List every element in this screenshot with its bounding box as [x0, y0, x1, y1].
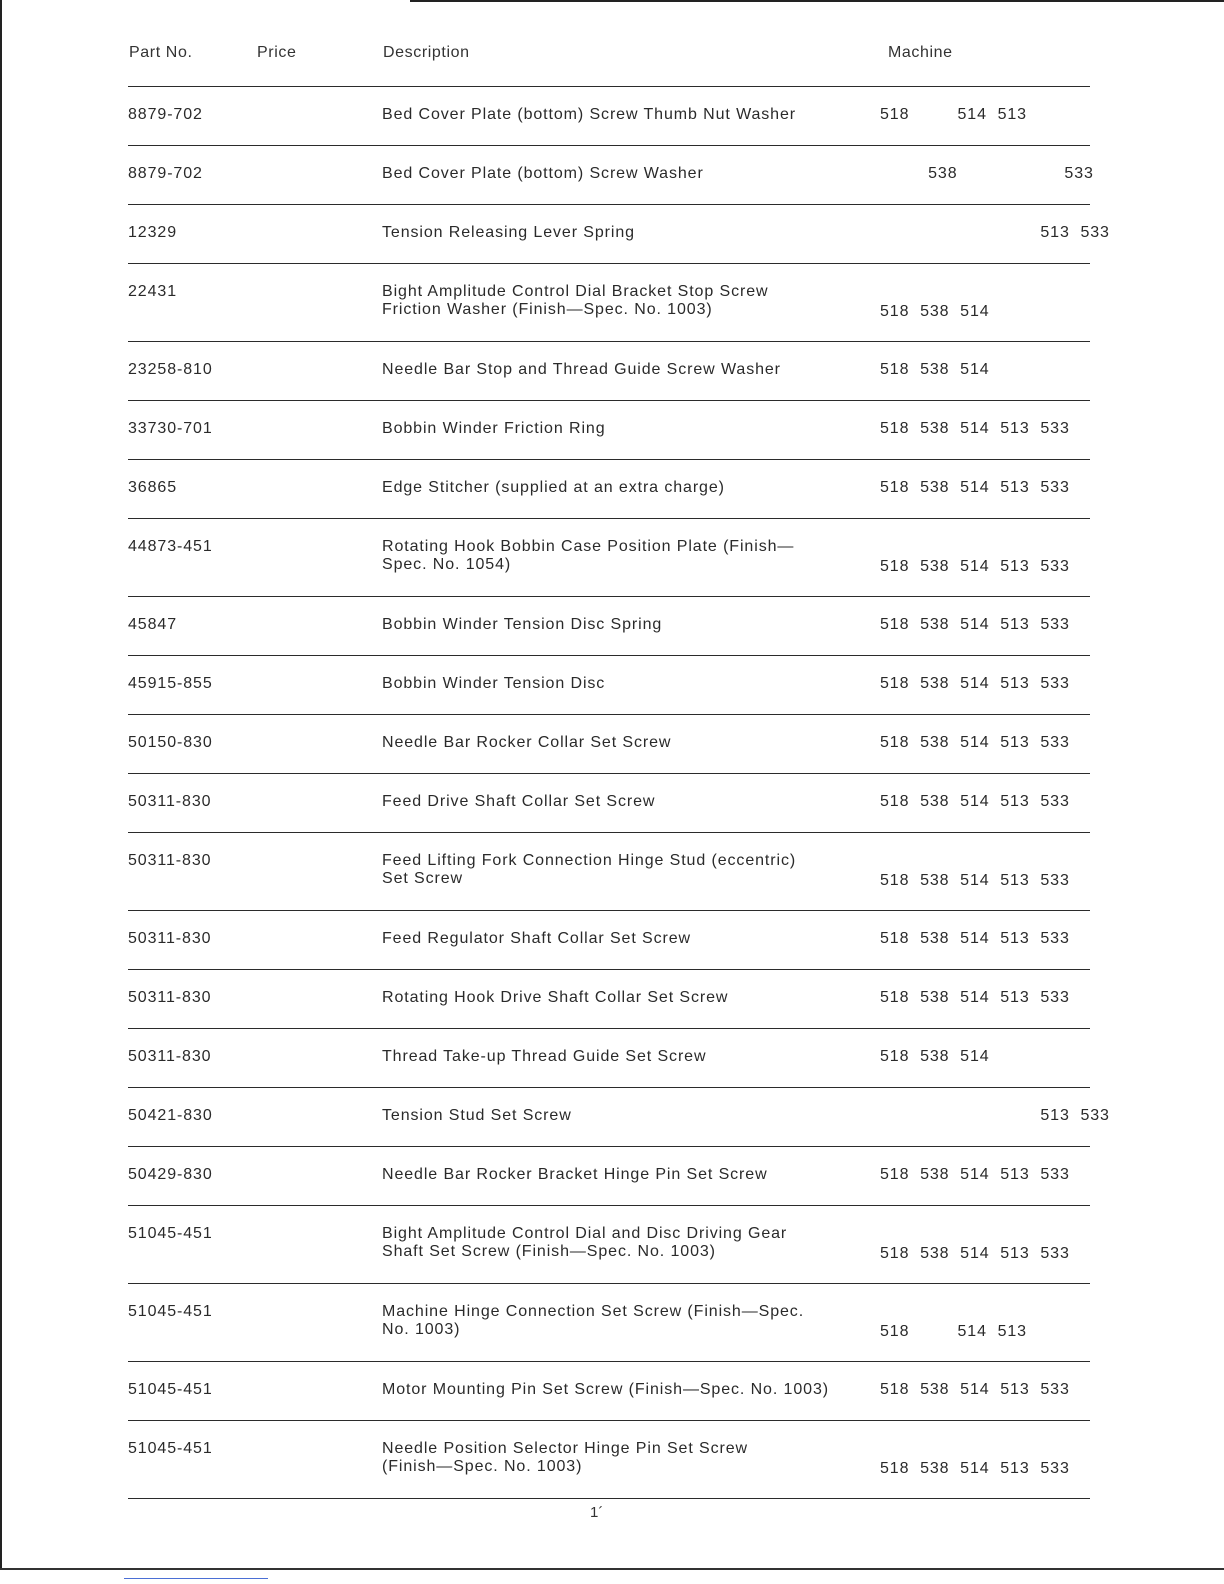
part-number: 51045-451 — [128, 1225, 213, 1242]
part-number: 12329 — [128, 224, 177, 241]
machine-models: 518 538 514 — [880, 361, 990, 378]
machine-models: 518 538 514 — [880, 303, 990, 320]
part-description: Bed Cover Plate (bottom) Screw Washer — [382, 165, 704, 182]
table-row — [128, 1146, 1090, 1205]
table-row — [128, 910, 1090, 969]
table-row — [128, 341, 1090, 400]
table-row — [128, 1087, 1110, 1146]
table-row — [128, 1420, 1090, 1498]
table-row — [128, 1028, 1090, 1087]
machine-models: 513 533 — [880, 1107, 1110, 1124]
part-number: 50311-830 — [128, 1048, 212, 1065]
table-row — [128, 832, 1090, 910]
table-bottom-rule — [128, 1498, 1090, 1499]
machine-models: 513 533 — [880, 224, 1110, 241]
part-number: 50311-830 — [128, 852, 212, 869]
machine-models: 518 514 513 — [880, 106, 1027, 123]
parts-table — [0, 86, 1224, 1499]
table-row — [128, 263, 1090, 341]
part-number: 8879-702 — [128, 165, 203, 182]
part-number: 22431 — [128, 283, 177, 300]
table-header — [0, 44, 1224, 68]
part-description: Bobbin Winder Friction Ring — [382, 420, 606, 437]
part-description: Bight Amplitude Control Dial and Disc Driving Gear Shaft Set Screw (Finish—Spec. No. 1003) — [382, 1225, 788, 1260]
part-description: Motor Mounting Pin Set Screw (Finish—Spec. No. 1003) — [382, 1381, 829, 1398]
table-row — [128, 969, 1090, 1028]
machine-models: 518 538 514 513 533 — [880, 734, 1070, 751]
machine-models: 518 538 514 513 533 — [880, 930, 1070, 947]
part-description: Tension Releasing Lever Spring — [382, 224, 635, 241]
machine-models: 518 538 514 513 533 — [880, 479, 1070, 496]
part-number: 44873-451 — [128, 538, 213, 555]
part-number: 50311-830 — [128, 989, 212, 1006]
machine-models: 518 538 514 513 533 — [880, 793, 1070, 810]
part-description: Feed Drive Shaft Collar Set Screw — [382, 793, 656, 810]
part-description: Feed Lifting Fork Connection Hinge Stud (eccentric) Set Screw — [382, 852, 797, 887]
machine-models: 518 538 514 513 533 — [880, 675, 1070, 692]
machine-models: 518 538 514 513 533 — [880, 616, 1070, 633]
machine-models: 518 538 514 513 533 — [880, 1381, 1070, 1398]
part-number: 50421-830 — [128, 1107, 213, 1124]
part-description: Feed Regulator Shaft Collar Set Screw — [382, 930, 691, 947]
header-machine: Machine — [888, 44, 953, 61]
part-number: 50311-830 — [128, 930, 212, 947]
part-number: 51045-451 — [128, 1381, 213, 1398]
machine-models: 518 538 514 513 533 — [880, 872, 1070, 889]
table-row — [128, 1361, 1090, 1420]
part-number: 8879-702 — [128, 106, 203, 123]
page-number: 1´ — [590, 1504, 604, 1521]
part-number: 33730-701 — [128, 420, 213, 437]
table-row — [128, 1283, 1090, 1361]
page-edge-bottom — [0, 1568, 1224, 1570]
table-row — [128, 459, 1090, 518]
header-price: Price — [257, 44, 297, 61]
part-number: 45847 — [128, 616, 177, 633]
part-number: 51045-451 — [128, 1303, 213, 1320]
table-row — [128, 596, 1090, 655]
table-row — [128, 518, 1090, 596]
table-row — [128, 145, 1094, 204]
machine-models: 518 538 514 513 533 — [880, 1460, 1070, 1477]
part-description: Needle Bar Stop and Thread Guide Screw Washer — [382, 361, 781, 378]
part-number: 23258-810 — [128, 361, 213, 378]
part-description: Tension Stud Set Screw — [382, 1107, 572, 1124]
part-number: 50311-830 — [128, 793, 212, 810]
table-row — [128, 655, 1090, 714]
machine-models: 518 538 514 513 533 — [880, 558, 1070, 575]
header-part-no: Part No. — [129, 44, 193, 61]
part-number: 51045-451 — [128, 1440, 213, 1457]
part-number: 50429-830 — [128, 1166, 213, 1183]
table-row — [128, 1205, 1090, 1283]
machine-models: 518 538 514 513 533 — [880, 989, 1070, 1006]
part-description: Bobbin Winder Tension Disc — [382, 675, 606, 692]
part-description: Thread Take-up Thread Guide Set Screw — [382, 1048, 707, 1065]
part-number: 50150-830 — [128, 734, 213, 751]
table-row — [128, 714, 1090, 773]
part-description: Rotating Hook Bobbin Case Position Plate (Finish— Spec. No. 1054) — [382, 538, 795, 573]
table-row — [128, 86, 1090, 145]
machine-models: 518 538 514 513 533 — [880, 1245, 1070, 1262]
part-number: 45915-855 — [128, 675, 213, 692]
part-description: Bed Cover Plate (bottom) Screw Thumb Nut Washer — [382, 106, 796, 123]
table-row — [128, 773, 1090, 832]
machine-models: 518 538 514 — [880, 1048, 990, 1065]
part-description: Bobbin Winder Tension Disc Spring — [382, 616, 663, 633]
machine-models: 518 538 514 513 533 — [880, 420, 1070, 437]
table-row — [128, 204, 1110, 263]
part-description: Machine Hinge Connection Set Screw (Finish—Spec. No. 1003) — [382, 1303, 805, 1338]
machine-models: 538 533 — [880, 165, 1094, 182]
table-row — [128, 400, 1090, 459]
part-description: Needle Position Selector Hinge Pin Set Screw (Finish—Spec. No. 1003) — [382, 1440, 748, 1475]
machine-models: 518 538 514 513 533 — [880, 1166, 1070, 1183]
part-description: Needle Bar Rocker Collar Set Screw — [382, 734, 672, 751]
part-description: Bight Amplitude Control Dial Bracket Stop Screw Friction Washer (Finish—Spec. No. 1003) — [382, 283, 769, 318]
underline-mark — [124, 1578, 268, 1579]
part-description: Needle Bar Rocker Bracket Hinge Pin Set Screw — [382, 1166, 768, 1183]
part-description: Rotating Hook Drive Shaft Collar Set Screw — [382, 989, 729, 1006]
header-description: Description — [383, 44, 470, 61]
part-description: Edge Stitcher (supplied at an extra charge) — [382, 479, 725, 496]
page-edge-top — [410, 0, 1224, 2]
machine-models: 518 514 513 — [880, 1323, 1027, 1340]
part-number: 36865 — [128, 479, 177, 496]
